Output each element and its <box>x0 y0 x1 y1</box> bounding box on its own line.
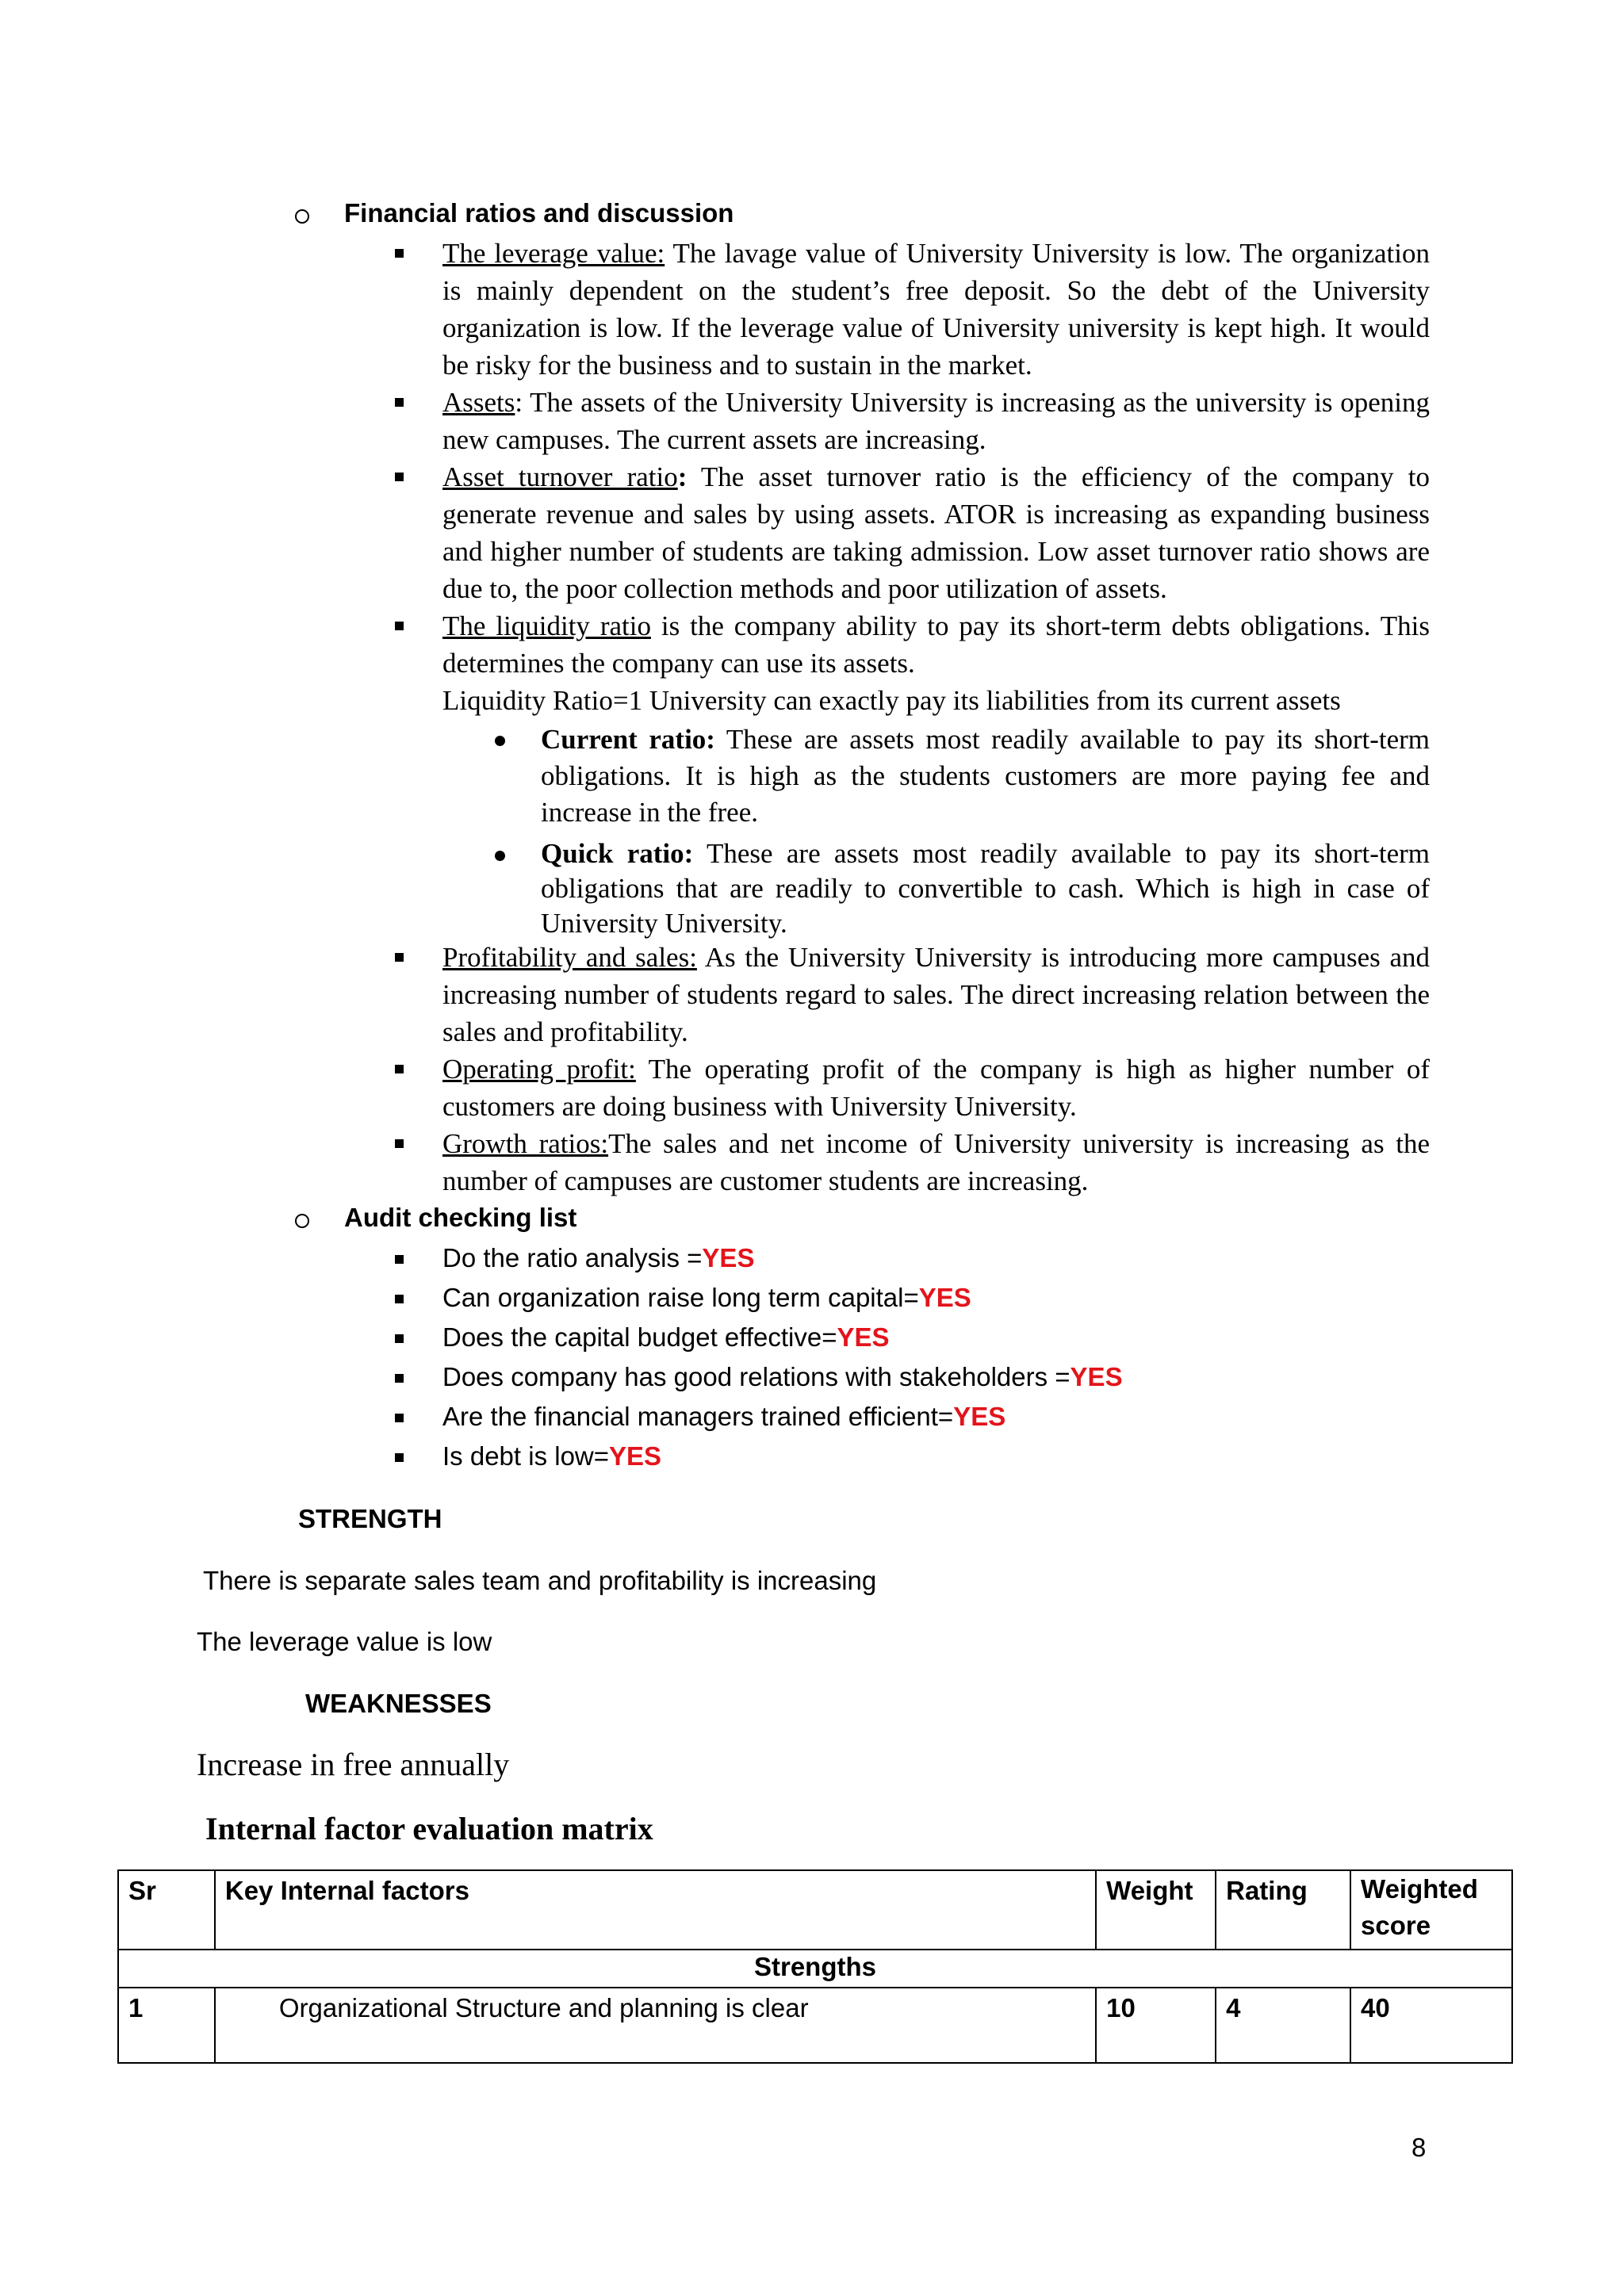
checklist-item: Does the capital budget effective=YES <box>442 1322 890 1352</box>
square-bullet-icon <box>395 1255 404 1264</box>
round-bullet-icon <box>495 851 505 861</box>
liquidity-formula: Liquidity Ratio=1 University can exactly pay its liabilities from its current assets <box>442 685 1341 716</box>
section-heading-financial: Financial ratios and discussion <box>344 198 734 228</box>
square-bullet-icon <box>395 1374 404 1383</box>
header-rating: Rating <box>1216 1870 1350 1950</box>
square-bullet-icon <box>395 622 404 630</box>
matrix-title: Internal factor evaluation matrix <box>205 1811 653 1846</box>
table-group-row <box>118 1950 1512 1988</box>
paragraph-growth: Growth ratios:The sales and net income of University university is increasing as the number of campuses are customer students are increasing. <box>442 1128 1430 1196</box>
paragraph-quick-ratio: Quick ratio: These are assets most readily available to pay its short-term obligations that are readily to convertible to cash. Which is high in case of University University. <box>541 838 1430 939</box>
weakness-heading: WEAKNESSES <box>305 1689 492 1718</box>
answer-badge: YES <box>953 1402 1006 1431</box>
answer-badge: YES <box>702 1243 755 1272</box>
term-assets: Assets <box>442 387 515 418</box>
square-bullet-icon <box>395 953 404 962</box>
weakness-item: Increase in free annually <box>197 1747 510 1782</box>
paragraph-current-ratio: Current ratio: These are assets most readily available to pay its short-term obligations. It is high as the students customers are more paying fee and increase in the free. <box>541 724 1430 828</box>
paragraph-liquidity: The liquidity ratio is the company ability to pay its short-term debts obligations. This determines the company can use its assets. <box>442 610 1430 679</box>
term-profitability: Profitability and sales: <box>442 942 697 973</box>
cell-factor: Organizational Structure and planning is clear <box>215 1988 1096 2063</box>
square-bullet-icon <box>395 1334 404 1343</box>
section-heading-audit: Audit checking list <box>344 1203 577 1232</box>
term-growth: Growth ratios: <box>442 1128 609 1159</box>
page-number: 8 <box>1411 2133 1427 2162</box>
checklist-item: Are the financial managers trained efficient=YES <box>442 1402 1006 1431</box>
term-liquidity: The liquidity ratio <box>442 610 651 641</box>
table-header-row <box>118 1870 1512 1950</box>
checklist-item: Can organization raise long term capital=YES <box>442 1283 971 1312</box>
checklist-item: Is debt is low=YES <box>442 1441 662 1471</box>
square-bullet-icon <box>395 1139 404 1148</box>
paragraph-operating-profit: Operating profit: The operating profit of the company is high as higher number of customers are doing business with University University. <box>442 1054 1430 1122</box>
paragraph-assets: Assets: The assets of the University University is increasing as the university is opening new campuses. The current assets are increasing. <box>442 387 1430 455</box>
header-factor: Key Internal factors <box>215 1870 1096 1950</box>
answer-badge: YES <box>918 1283 971 1312</box>
term-leverage: The leverage value: <box>442 238 665 269</box>
square-bullet-icon <box>395 1453 404 1462</box>
strength-item: There is separate sales team and profitability is increasing <box>203 1566 877 1595</box>
square-bullet-icon <box>395 1414 404 1422</box>
answer-badge: YES <box>837 1322 890 1352</box>
term-operating-profit: Operating profit: <box>442 1054 636 1085</box>
square-bullet-icon <box>395 398 404 407</box>
term-asset-turnover: Asset turnover ratio <box>442 461 678 492</box>
group-strengths: Strengths <box>118 1950 1512 1988</box>
cell-weight: 10 <box>1096 1988 1216 2063</box>
answer-badge: YES <box>1070 1362 1123 1391</box>
square-bullet-icon <box>395 1065 404 1073</box>
paragraph-asset-turnover: Asset turnover ratio: The asset turnover ratio is the efficiency of the company to generate revenue and sales by using assets. ATOR is increasing as expanding business and higher number of students are taking admission. Low asset turnover ratio shows are due to, the poor collection methods and poor utilization of assets. <box>442 461 1431 604</box>
checklist-item: Does company has good relations with stakeholders =YES <box>442 1362 1123 1391</box>
circle-bullet-icon <box>295 209 309 224</box>
circle-bullet-icon <box>295 1214 309 1228</box>
square-bullet-icon <box>395 1295 404 1303</box>
header-score: Weighted score <box>1350 1870 1512 1950</box>
cell-sr: 1 <box>118 1988 215 2063</box>
table-row <box>118 1988 1512 2063</box>
paragraph-profitability: Profitability and sales: As the University University is introducing more campuses and increasing number of students regard to sales. The direct increasing relation between the sales and profitability. <box>442 942 1430 1047</box>
cell-rating: 4 <box>1216 1988 1350 2063</box>
square-bullet-icon <box>395 473 404 481</box>
answer-badge: YES <box>609 1441 662 1471</box>
checklist-item: Do the ratio analysis =YES <box>442 1243 755 1272</box>
round-bullet-icon <box>495 736 505 746</box>
header-sr: Sr <box>118 1870 215 1950</box>
strength-item: The leverage value is low <box>197 1627 492 1656</box>
paragraph-leverage: The leverage value: The lavage value of University University is low. The organization is mainly dependent on the student’s free deposit. So the debt of the University organization is low. If the leverage value of University university is kept high. It would be risky for the business and to sustain in the market. <box>442 238 1430 381</box>
square-bullet-icon <box>395 249 404 258</box>
strength-heading: STRENGTH <box>298 1504 442 1533</box>
cell-score: 40 <box>1350 1988 1512 2063</box>
ife-matrix-table <box>117 1869 1513 2064</box>
header-weight: Weight <box>1096 1870 1216 1950</box>
